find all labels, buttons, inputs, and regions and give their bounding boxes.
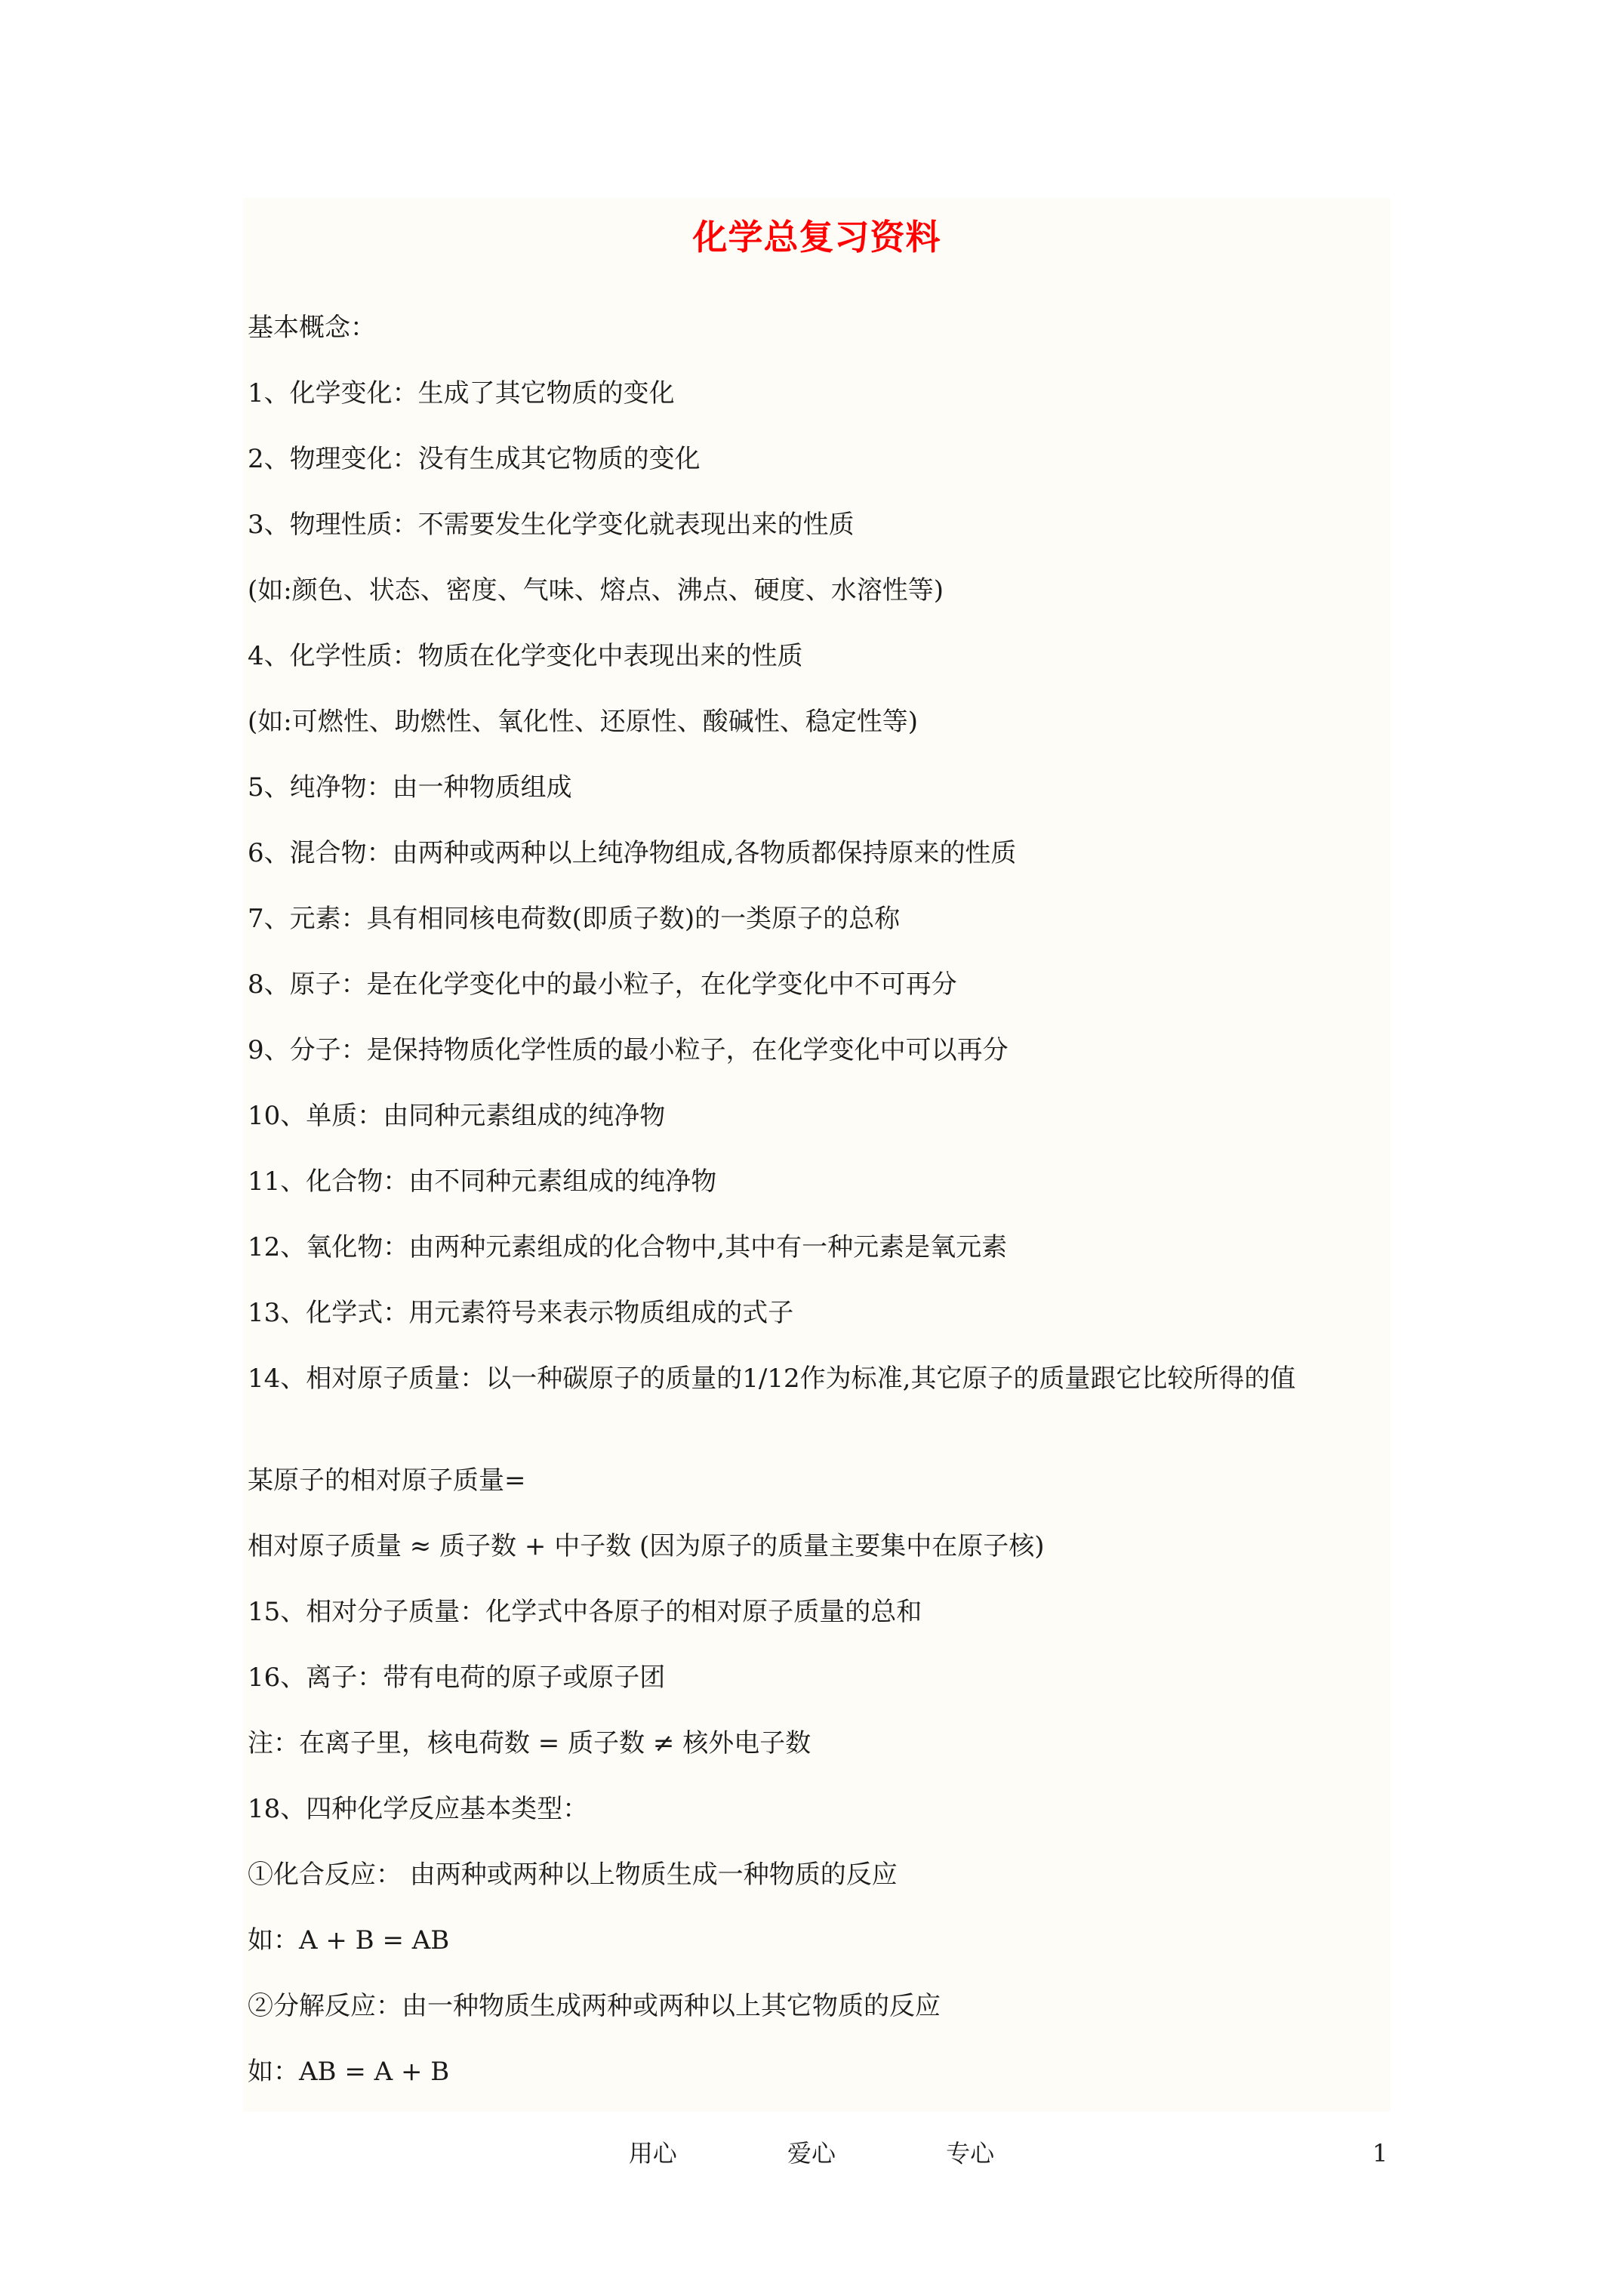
text-line: 16、离子：带有电荷的原子或原子团: [248, 1663, 666, 1693]
text-line: 4、化学性质：物质在化学变化中表现出来的性质: [248, 641, 803, 671]
footer-item: 专心: [946, 2139, 995, 2168]
text-line: 11、化合物：由不同种元素组成的纯净物: [248, 1166, 717, 1197]
text-line: 7、元素：具有相同核电荷数(即质子数)的一类原子的总称: [248, 904, 901, 934]
text-line: 6、混合物：由两种或两种以上纯净物组成,各物质都保持原来的性质: [248, 838, 1017, 868]
text-line: 如：A + B = AB: [248, 1925, 450, 1955]
footer-item: 爱心: [787, 2139, 836, 2168]
text-line: 14、相对原子质量：以一种碳原子的质量的1/12作为标准,其它原子的质量跟它比较所得的值: [248, 1364, 1296, 1394]
footer-item: 用心: [628, 2139, 677, 2168]
text-line: 12、氧化物：由两种元素组成的化合物中,其中有一种元素是氧元素: [248, 1232, 1008, 1262]
text-line: 18、四种化学反应基本类型：: [248, 1794, 589, 1824]
text-line: 注：在离子里，核电荷数 = 质子数 ≠ 核外电子数: [248, 1728, 812, 1758]
text-line: 15、相对分子质量：化学式中各原子的相对原子质量的总和: [248, 1597, 922, 1627]
text-line: 1、化学变化：生成了其它物质的变化: [248, 378, 675, 408]
text-line: 13、化学式：用元素符号来表示物质组成的式子: [248, 1298, 794, 1328]
text-line: 8、原子：是在化学变化中的最小粒子，在化学变化中不可再分: [248, 969, 957, 1000]
text-line: 2、物理变化：没有生成其它物质的变化: [248, 444, 701, 474]
text-line: ①化合反应： 由两种或两种以上物质生成一种物质的反应: [248, 1860, 898, 1890]
text-line: 9、分子：是保持物质化学性质的最小粒子，在化学变化中可以再分: [248, 1035, 1009, 1065]
page-number: 1: [1372, 2139, 1388, 2168]
text-line: ②分解反应：由一种物质生成两种或两种以上其它物质的反应: [248, 1991, 941, 2021]
text-line: (如:颜色、状态、密度、气味、熔点、沸点、硬度、水溶性等): [248, 575, 944, 606]
page-title: 化学总复习资料: [692, 217, 941, 257]
text-line: 某原子的相对原子质量=: [248, 1465, 526, 1496]
text-line: 3、物理性质：不需要发生化学变化就表现出来的性质: [248, 510, 855, 540]
text-line: 如：AB = A + B: [248, 2057, 450, 2087]
text-line: (如:可燃性、助燃性、氧化性、还原性、酸碱性、稳定性等): [248, 707, 918, 737]
text-line: 10、单质：由同种元素组成的纯净物: [248, 1101, 666, 1131]
text-line: 5、纯净物：由一种物质组成: [248, 772, 572, 803]
text-line: 相对原子质量 ≈ 质子数 + 中子数 (因为原子的质量主要集中在原子核): [248, 1531, 1045, 1561]
document-body: [248, 310, 1387, 2119]
section-heading: 基本概念：: [248, 313, 376, 343]
